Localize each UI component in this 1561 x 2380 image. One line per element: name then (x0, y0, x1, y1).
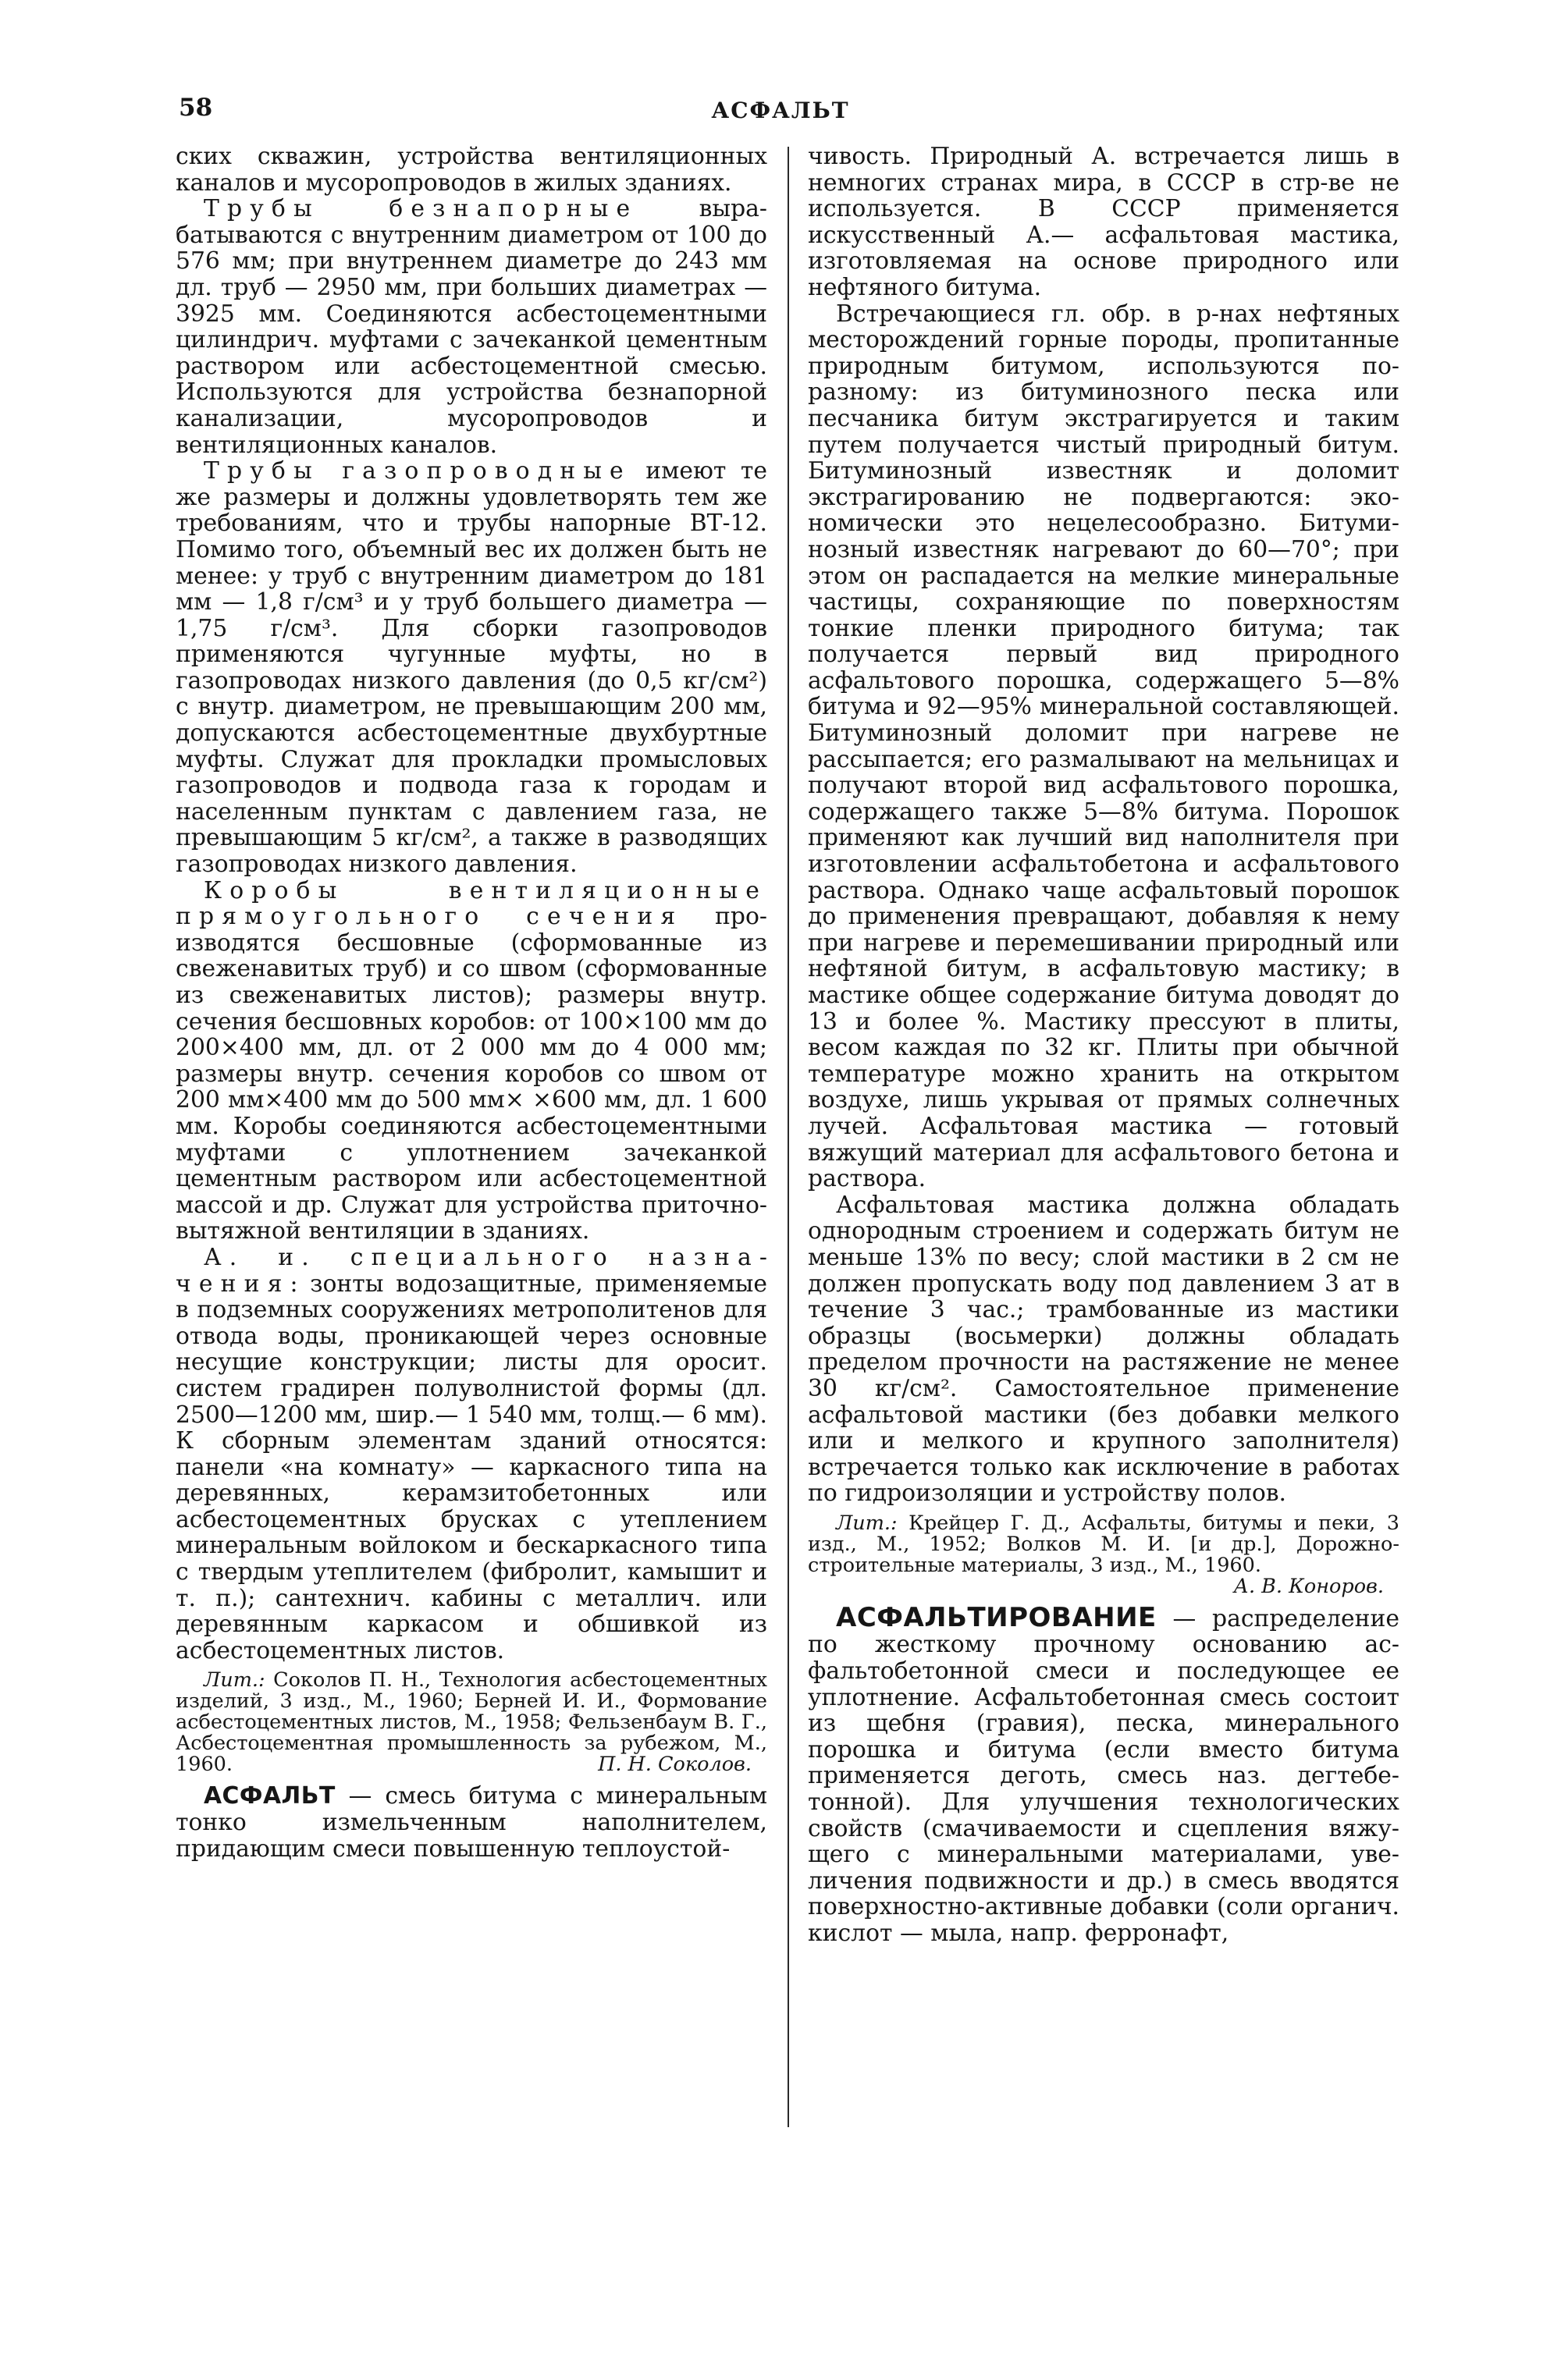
author-signature: П. Н. Соколов. (598, 1753, 752, 1777)
right-paragraph-3: Асфальтовая мастика должна обладать однородным строением и содержать битум не меньше 13% по весу; слой мастики в 2 см не должен пропускать воду под давлением 3 ат в течение 3 час.; трамбованные из мастики образцы (восьмерки) должны обладать пределом прочности на растяжение не менее 30 кг/см². Самостоятельное применение асфальтовой мастики (без добавки мелкого или и мелкого и крупного заполнителя) встречается только как исключение в работах по гидроизоляции и устройству полов. (808, 1191, 1399, 1508)
right-column (808, 144, 1399, 1947)
headword-asphalt: АСФАЛЬТ (204, 1782, 336, 1810)
term-gas-pipes: Трубы газопроводные (204, 457, 631, 485)
right-paragraph-1: чивость. Природный А. встречается лишь в немногих странах мира, в СССР в стр-ве не используется. В СССР применяется искусственный А.— асфальтовая мастика, изготовляемая на основе природного или нефтяного битума. (808, 143, 1399, 301)
entry-asphalting: АСФАЛЬТИРОВАНИЕ — распределение по жесткому прочному основанию асфальтобетонной смеси и последующее ее уплотнение. Асфальтобетонная смесь состоит из щебня (гравия), песка, минерального порошка и битума (если вместо битума применяется деготь, смесь наз. дегтебетонной). Для улучшения технологических свойств (смачиваемости и сцепления вяжущего с минеральными материалами, увеличения подвижности и др.) в смесь вводятся поверхностно-активные добавки (соли органич. кислот — мыла, напр. ферронафт, (808, 1601, 1399, 1947)
term-ventilation-ducts: Коробы вентиляционные прямоугольного сечения (176, 876, 767, 931)
left-paragraph-ducts: Коробы вентиляционные прямоугольного сечения производятся бесшовные (сформованные из свеженавитых труб) и со швом (сформованные из свеженавитых листов); размеры внутр. сечения бесшовных коробов: от 100×100 мм до 200×400 мм, дл. от 2 000 мм до 4 000 мм; размеры внутр. сечения коробов со швом от 200 мм×400 мм до 500 мм× ×600 мм, дл. 1 600 мм. Коробы соединяются асбестоцементными муфтами с уплотнением зачеканкой цементным раствором или асбестоцементной массой и др. Служат для устройства приточно-вытяжной вентиляции в зданиях. (176, 876, 767, 1245)
left-paragraph-pipes-gas: Трубы газопроводные имеют те же размеры и должны удовлетворять тем же требованиям, что и трубы напорные ВТ-12. Помимо того, объемный вес их должен быть не менее: у труб с внутренним диаметром до 181 мм — 1,8 г/см³ и у труб большего диаметра — 1,75 г/см³. Для сборки газопроводов применяются чугунные муфты, но в газопроводах низкого давления (до 0,5 кг/см²) с внутр. диаметром, не превышающим 200 мм, допускаются асбестоцементные двухбуртные муфты. Служат для прокладки промысловых газопроводов и подвода газа к городам и населенным пунктам с давлением газа, не превышающим 5 кг/см², а также в разводящих газопроводах низкого давления. (176, 457, 767, 879)
literature-label: Лит.: (836, 1511, 898, 1535)
right-literature: Лит.: Крейцер Г. Д., Асфальты, битумы и пеки, 3 изд., М., 1952; Волков М. И. [и др.], Дорожно-строительные материалы, 3 изд., М., 1960. А. В. Коноров. (808, 1511, 1399, 1598)
left-paragraph-1: ских скважин, устройства вентиляционных каналов и мусоропроводов в жилых зданиях. (176, 143, 767, 197)
left-paragraph-pipes-nonpressure: Трубы безнапорные вырабатываются с внутренним диаметром от 100 до 576 мм; при внутреннем диаметре до 243 мм дл. труб — 2950 мм, при больших диаметрах — 3925 мм. Соединяются асбестоцементными цилиндрич. муфтами с зачеканкой цементным раствором или асбестоцементной смесью. Используются для устройства безнапорной канализации, мусоропроводов и вентиляционных каналов. (176, 195, 767, 459)
term-nonpressure-pipes: Трубы безнапорные (204, 195, 638, 223)
term-special-products: А. и. специального назначения (176, 1243, 767, 1298)
left-literature: Лит.: Соколов П. Н., Технология асбестоцементных изделий, 3 изд., М., 1960; Берней И. И., Формование асбестоцементных листов, М., 1958; Фельзенбаум В. Г., Асбестоцементная промышленность за рубежом, М., 1960. П. Н. Соколов. (176, 1668, 767, 1777)
headword-asphalting: АСФАЛЬТИРОВАНИЕ (836, 1601, 1157, 1633)
right-paragraph-2: Встречающиеся гл. обр. в р-нах нефтяных месторождений горные породы, пропитанные природным битумом, используются по-разному: из битуминозного песка или песчаника битум экстрагируется и таким путем получается чистый природный битум. Битуминозный известняк и доломит экстрагированию не подвергаются: экономически это нецелесообразно. Битуминозный известняк нагревают до 60—70°; при этом он распадается на мелкие минеральные частицы, сохраняющие по поверхностям тонкие пленки природного битума; так получается первый вид природного асфальтового порошка, содержащего 5—8% битума и 92—95% минеральной составляющей. Битуминозный доломит при нагреве не рассыпается; его размалывают на мельницах и получают второй вид асфальтового порошка, содержащего также 5—8% битума. Порошок применяют как лучший вид наполнителя при изготовлении асфальтобетона и асфальтового раствора. Однако чаще асфальтовый порошок до применения превращают, добавляя к нему при нагреве и перемешивании природный или нефтяной битум, в асфальтовую мастику; в мастике общее содержание битума доводят до 13 и более %. Мастику прессуют в плиты, весом каждая по 32 кг. Плиты при обычной температуре можно хранить на открытом воздухе, лишь укрывая от прямых солнечных лучей. Асфальтовая мастика — готовый вяжущий материал для асфальтового бетона и раствора. (808, 300, 1399, 1193)
entry-asphalt: АСФАЛЬТ — смесь битума с минеральным тонко измельченным наполнителем, придающим смеси повышенную теплоустой- (176, 1782, 767, 1863)
literature-label: Лит.: (204, 1668, 265, 1693)
column-divider (788, 147, 789, 2127)
running-title: АСФАЛЬТ (711, 98, 850, 123)
left-column (176, 144, 767, 1862)
author-signature: А. В. Коноров. (1233, 1574, 1384, 1598)
page-number: 58 (179, 94, 213, 122)
left-paragraph-special: А. и. специального назначения: зонты водозащитные, применяемые в подземных сооружениях метрополитенов для отвода воды, проникающей через основные несущие конструкции; листы для оросит. систем градирен полуволнистой формы (дл. 2500—1200 мм, шир.— 1 540 мм, толщ.— 6 мм). К сборным элементам зданий относятся: панели «на комнату» — каркасного типа на деревянных, керамзитобетонных или асбестоцементных брусках с утеплением минеральным войлоком и бескаркасного типа с твердым утеплителем (фибролит, камышит и т. п.); сантехнич. кабины с металлич. или деревянным каркасом и обшивкой из асбестоцементных листов. (176, 1243, 767, 1664)
